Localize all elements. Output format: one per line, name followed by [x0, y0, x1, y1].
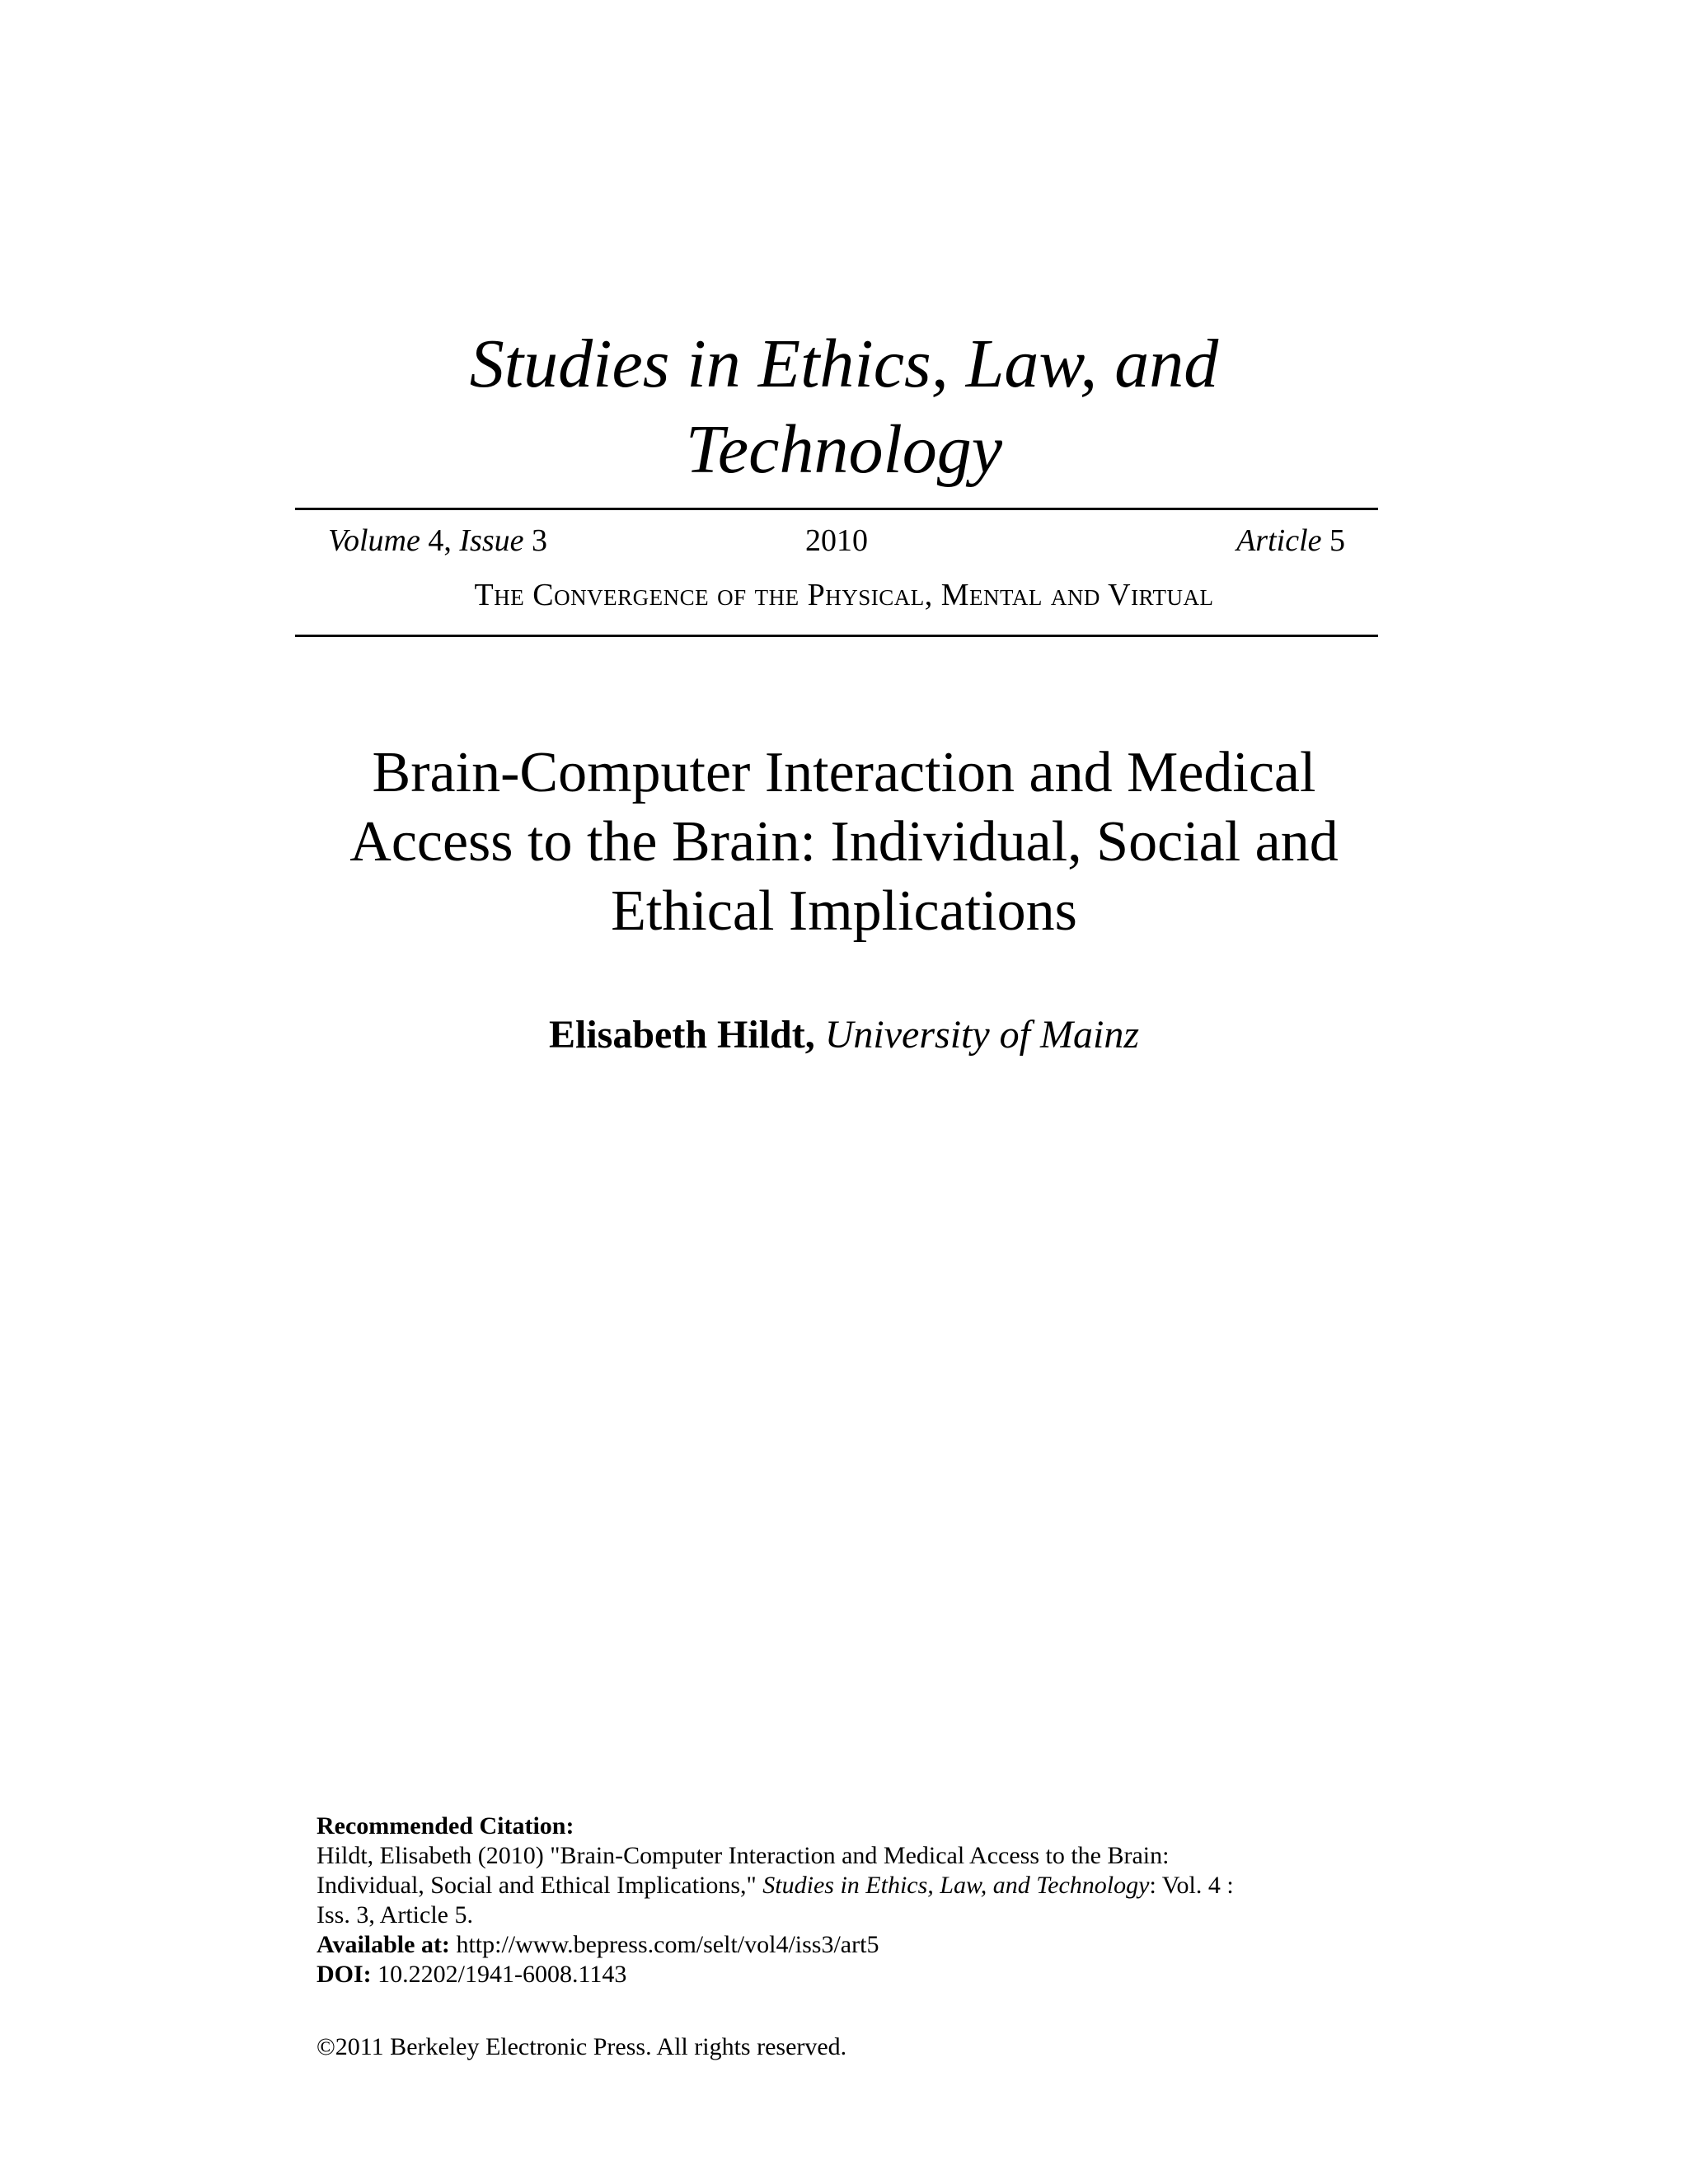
volume-number: 4: [428, 523, 444, 558]
series-title: The Convergence of the Physical, Mental and Virtual: [474, 578, 1214, 612]
citation-line-2-prefix: Individual, Social and Ethical Implications,": [316, 1872, 763, 1899]
article-title: [0, 738, 1688, 946]
bottom-divider: [295, 635, 1378, 637]
author-affiliation: University of Mainz: [824, 1013, 1139, 1057]
doi: [316, 1960, 1372, 1990]
article-label: Article: [1236, 523, 1322, 558]
available-at: [316, 1930, 1372, 1960]
article-title-line-3: Ethical Implications: [611, 879, 1077, 943]
citation-heading: Recommended Citation:: [316, 1812, 574, 1840]
article-number-info: [1236, 518, 1345, 564]
article-title-line-1: Brain-Computer Interaction and Medical: [372, 741, 1316, 804]
top-divider: [295, 508, 1378, 510]
article-title-line-2: Access to the Brain: Individual, Social and: [349, 810, 1339, 874]
citation-line-3: Iss. 3, Article 5.: [316, 1901, 473, 1929]
doi-label: DOI:: [316, 1961, 372, 1988]
journal-title: [0, 321, 1688, 493]
citation-journal: Studies in Ethics, Law, and Technology: [762, 1872, 1150, 1899]
available-url-link[interactable]: http://www.bepress.com/selt/vol4/iss3/art5: [456, 1931, 879, 1958]
copyright-notice: ©2011 Berkeley Electronic Press. All rights reserved.: [316, 2033, 847, 2060]
doi-value: 10.2202/1941-6008.1143: [377, 1961, 627, 1988]
author-name: Elisabeth Hildt,: [548, 1013, 815, 1057]
volume-label: Volume: [328, 523, 420, 558]
article-number: 5: [1329, 523, 1345, 558]
citation-line-1: Hildt, Elisabeth (2010) "Brain-Computer Interaction and Medical Access to the Brain:: [316, 1842, 1170, 1869]
journal-title-line-2: Technology: [685, 411, 1003, 488]
available-label: Available at:: [316, 1931, 450, 1958]
journal-title-line-1: Studies in Ethics, Law, and: [469, 326, 1219, 402]
citation-line-2-suffix: : Vol. 4 :: [1149, 1872, 1234, 1899]
issue-year: 2010: [805, 523, 868, 558]
issue-label: Issue: [459, 523, 524, 558]
author-line: [0, 1010, 1688, 1060]
volume-issue: Volume 4, Issue 3: [328, 523, 547, 558]
recommended-citation: [316, 1811, 1372, 1990]
issue-number: 3: [531, 523, 547, 558]
citation-line-2: [316, 1871, 1372, 1900]
issue-info: [328, 518, 1345, 564]
